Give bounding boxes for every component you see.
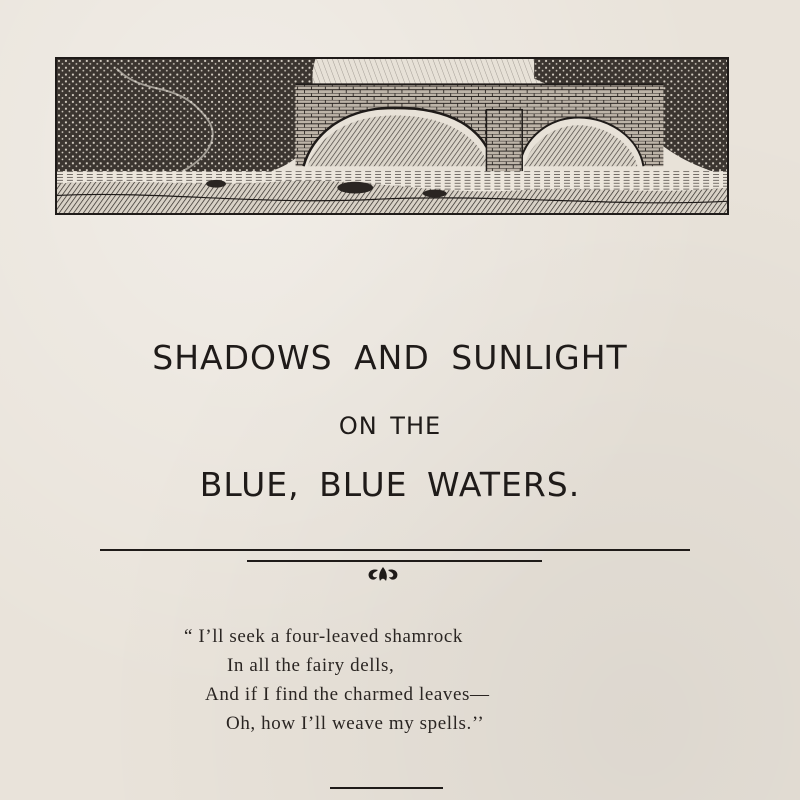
bridge-engraving-svg	[57, 59, 727, 213]
title-line-blue-blue-waters: BLUE, BLUE WATERS.	[199, 465, 581, 504]
bridge-engraving-illustration	[55, 57, 729, 215]
title-line-on-the: ON THE	[338, 412, 442, 440]
title-line-shadows-and-sunlight: SHADOWS AND SUNLIGHT	[152, 338, 628, 377]
verse-line: Oh, how I’ll weave my spells.’’	[226, 713, 485, 734]
divider-rule-bottom	[330, 787, 443, 789]
verse-line: “ I’ll seek a four-leaved shamrock	[184, 626, 464, 647]
verse-line: And if I find the charmed leaves—	[205, 684, 490, 705]
divider-rule-short	[247, 560, 542, 562]
verse-line: In all the fairy dells,	[227, 655, 395, 676]
divider-rule-long	[100, 549, 690, 551]
floral-ornament-icon	[364, 564, 402, 584]
